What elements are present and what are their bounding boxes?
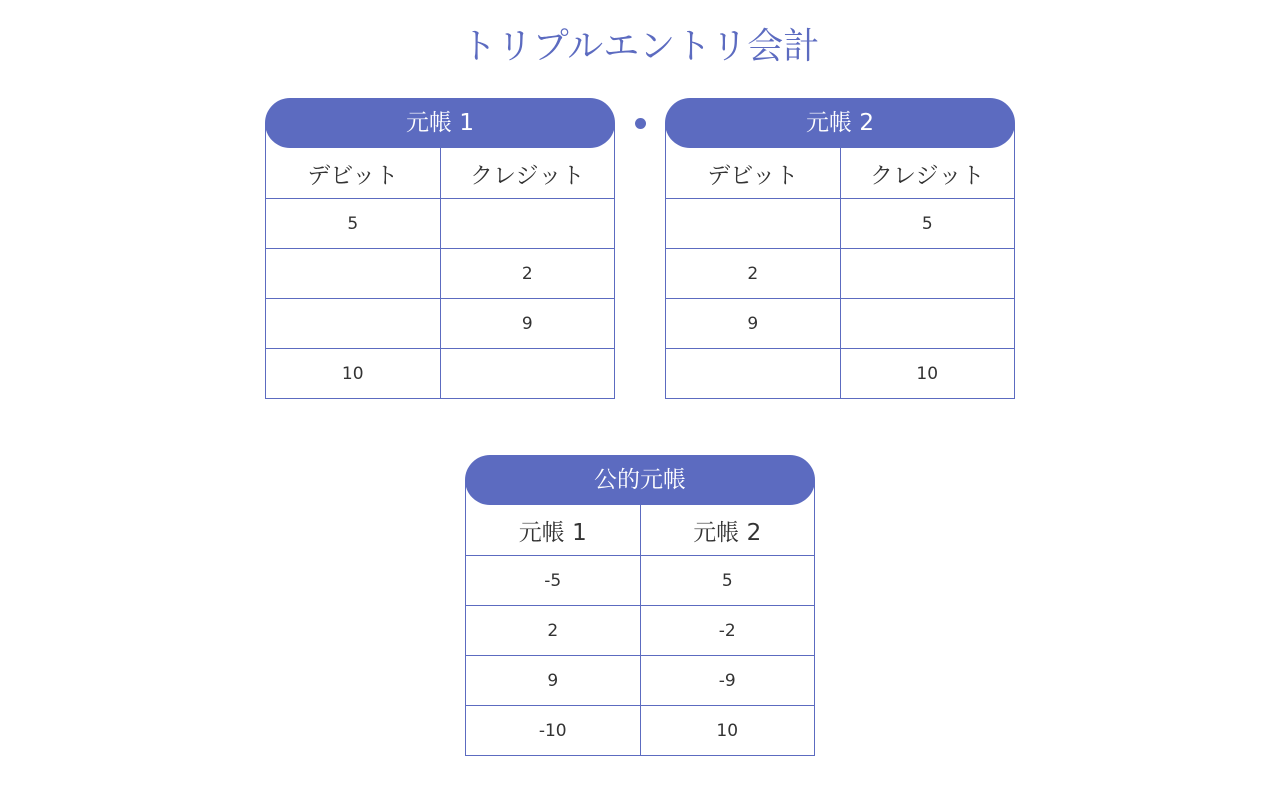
debit-cell: 10 [341,363,364,384]
column-header-debit: デビット [707,162,799,189]
table-row [666,348,1014,398]
credit-cell [440,199,615,248]
ledger-2-cell: -2 [640,606,815,655]
column-header-row [266,148,614,198]
credit-cell [440,349,615,398]
debit-cell [666,349,840,398]
credit-cell: 10 [840,349,1015,398]
debit-cell [266,299,440,348]
column-header-ledger-2: 元帳 2 [640,505,815,555]
debit-cell: 9 [747,313,759,334]
credit-cell [840,299,1015,348]
credit-cell: 2 [440,249,615,298]
public-ledger-header: 公的元帳 [465,455,815,505]
ledger-2-header: 元帳 2 [665,98,1015,148]
ledger-2-cell: 5 [640,556,815,605]
debit-cell [666,199,840,248]
table-row [466,605,814,655]
table-row [666,248,1014,298]
table-row [466,655,814,705]
table-row [466,555,814,605]
column-header-debit: デビット [307,162,399,189]
table-row [666,198,1014,248]
table-row [666,298,1014,348]
table-row [266,348,614,398]
table-row [266,248,614,298]
ledger-1-cell: 9 [547,670,559,691]
credit-cell [840,249,1015,298]
public-ledger-grid [465,480,815,756]
column-header-credit: クレジット [840,148,1015,198]
column-header-ledger-1: 元帳 1 [518,519,587,546]
page-title: トリプルエントリ会計 [460,26,820,67]
ledger-1-header: 元帳 1 [265,98,615,148]
ledger-2-grid [665,123,1015,399]
table-row [266,198,614,248]
table-row [466,705,814,755]
debit-cell [266,249,440,298]
ledger-2-cell: 10 [640,706,815,755]
public-ledger-table [465,455,815,756]
column-header-credit: クレジット [440,148,615,198]
column-header-row [666,148,1014,198]
credit-cell: 5 [840,199,1015,248]
credit-cell: 9 [440,299,615,348]
table-row [266,298,614,348]
ledger-1-cell: -10 [538,720,567,741]
separator-dot [635,118,646,129]
column-header-row [466,505,814,555]
debit-cell: 2 [747,263,759,284]
ledger-1-cell: 2 [547,620,559,641]
ledger-2-cell: -9 [640,656,815,705]
debit-cell: 5 [347,213,359,234]
ledger-1-table [265,98,615,399]
ledger-1-cell: -5 [544,570,562,591]
ledger-1-grid [265,123,615,399]
ledger-2-table [665,98,1015,399]
